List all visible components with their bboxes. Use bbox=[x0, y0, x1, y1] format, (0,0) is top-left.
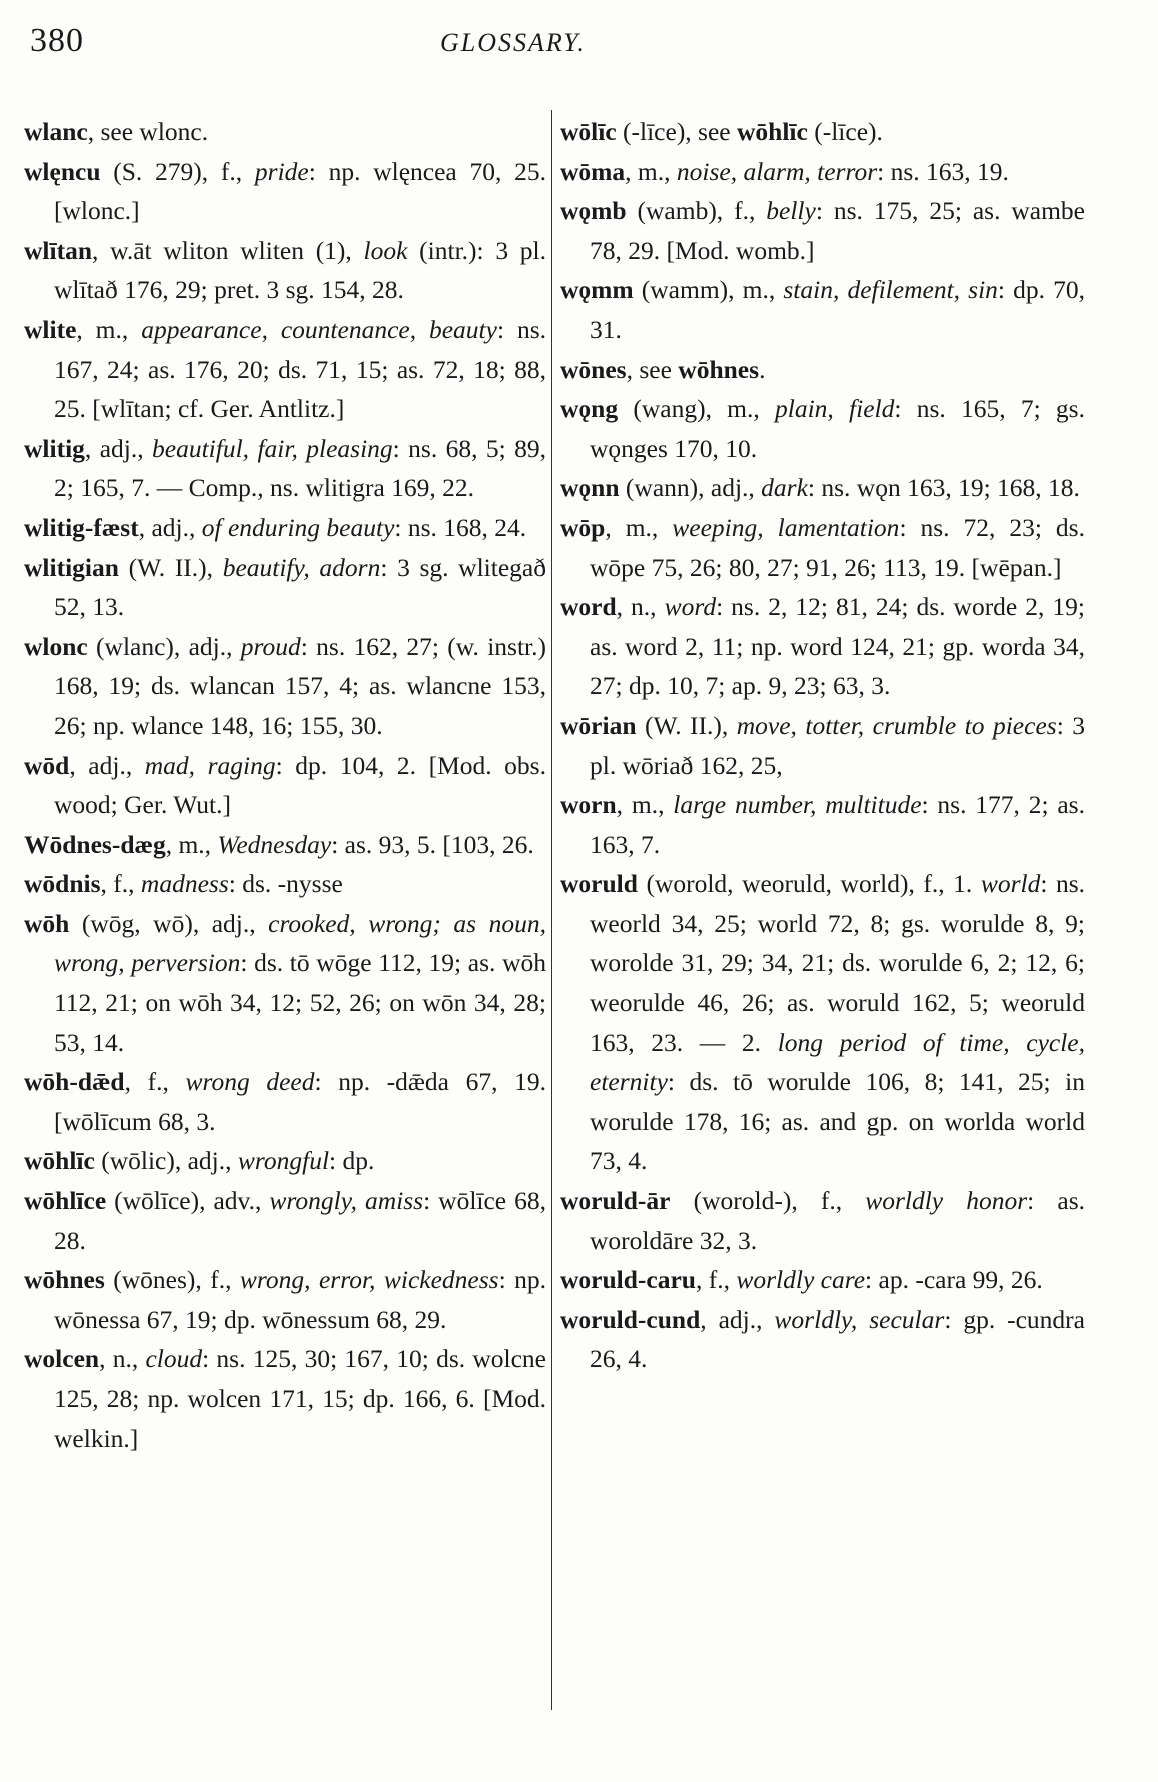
entry-grammar: , see bbox=[626, 354, 679, 384]
headword: wǫmm bbox=[560, 275, 634, 305]
entry-grammar: , n., bbox=[99, 1344, 146, 1374]
entry-grammar: , m., bbox=[616, 790, 674, 820]
entry-citations: : 3 pl. wōriað 162, 25, bbox=[590, 710, 1085, 780]
entry-grammar: (S. 279), f., bbox=[100, 156, 255, 186]
running-title: GLOSSARY. bbox=[440, 28, 586, 57]
headword: Wōdnes-dæg bbox=[24, 829, 166, 859]
cross-reference: wōhnes bbox=[678, 354, 760, 384]
headword: woruld-cund bbox=[560, 1304, 701, 1334]
glossary-entry bbox=[560, 785, 1085, 864]
glossary-entry bbox=[24, 152, 546, 231]
definition: wrong, error, wickedness bbox=[239, 1265, 499, 1295]
headword: wlitig-fæst bbox=[24, 512, 139, 542]
entry-grammar: , m., bbox=[625, 156, 677, 186]
headword: word bbox=[560, 592, 617, 622]
entry-citations: (intr.): 3 pl. wlītað 176, 29; pret. 3 sg. 154, 28. bbox=[54, 235, 546, 305]
glossary-entry bbox=[560, 389, 1085, 468]
headword: wolcen bbox=[24, 1344, 100, 1374]
entry-citations: : ns. 2, 12; 81, 24; ds. worde 2, 19; as. word 2, 11; np. word 124, 21; gp. worda 34, 27; dp. 10, 7; ap. 9, 23; 63, 3. bbox=[590, 592, 1085, 701]
definition: cloud bbox=[145, 1344, 203, 1374]
column-divider bbox=[551, 110, 552, 1710]
glossary-entry bbox=[560, 152, 1085, 192]
headword: wlęncu bbox=[24, 156, 101, 186]
entry-grammar: (wlanc), adj., bbox=[87, 631, 241, 661]
definition: crooked, wrong; as noun, wrong, perversion bbox=[54, 908, 546, 978]
headword: wōh bbox=[24, 908, 70, 938]
entry-citations: : ns. 72, 23; ds. wōpe 75, 26; 80, 27; 91, 26; 113, 19. [wēpan.] bbox=[590, 512, 1085, 582]
headword: wōdnis bbox=[24, 869, 101, 899]
entry-citations: : dp. 70, 31. bbox=[590, 275, 1085, 344]
entry-citations: : dp. 104, 2. [Mod. obs. wood; Ger. Wut.] bbox=[54, 750, 546, 820]
entry-text: , see wlonc. bbox=[87, 117, 209, 146]
definition: plain, field bbox=[775, 394, 895, 424]
entry-citations: : as. 93, 5. [103, 26. bbox=[331, 829, 534, 859]
glossary-entry bbox=[560, 864, 1085, 1181]
headword: wōp bbox=[560, 512, 606, 542]
glossary-entry bbox=[24, 310, 546, 429]
glossary-entry bbox=[560, 468, 1085, 508]
entry-grammar: , w.āt wliton wliten (1), bbox=[92, 235, 364, 265]
headword: wlonc bbox=[24, 631, 88, 661]
definition: mad, raging bbox=[144, 750, 276, 780]
headword: wōh-dǣd bbox=[24, 1067, 125, 1097]
headword: wōhlīc bbox=[24, 1146, 95, 1176]
definition: noise, alarm, terror bbox=[676, 156, 878, 186]
entry-grammar: (wang), m., bbox=[618, 394, 776, 424]
entry-grammar: , m., bbox=[76, 314, 142, 344]
definition: beautify, adorn bbox=[222, 552, 381, 582]
entry-citations: : gp. -cundra 26, 4. bbox=[590, 1304, 1085, 1374]
definition: dark bbox=[761, 473, 808, 503]
entry-citations: : np. -dǣda 67, 19. [wōlīcum 68, 3. bbox=[54, 1067, 546, 1136]
glossary-entry bbox=[24, 112, 546, 152]
headword: wǫng bbox=[560, 394, 619, 424]
glossary-entry bbox=[24, 1141, 546, 1181]
definition: look bbox=[363, 235, 408, 265]
headword: wlītan bbox=[24, 235, 93, 265]
glossary-entry bbox=[24, 548, 546, 627]
entry-citations: : ns. 125, 30; 167, 10; ds. wolcne 125, 28; np. wolcen 171, 15; dp. 166, 6. [Mod. welkin.] bbox=[54, 1344, 546, 1453]
entry-grammar: (wamm), m., bbox=[633, 275, 784, 305]
definition: move, totter, crumble to pieces bbox=[736, 710, 1057, 740]
headword: wōd bbox=[24, 750, 70, 780]
definition: long period of time, cycle, eternity bbox=[590, 1027, 1085, 1097]
entry-citations: : ns. wǫn 163, 19; 168, 18. bbox=[807, 473, 1080, 503]
glossary-entry bbox=[24, 1062, 546, 1141]
glossary-entry bbox=[560, 508, 1085, 587]
entry-grammar: , f., bbox=[100, 869, 141, 899]
entry-grammar: (wann), adj., bbox=[619, 473, 762, 503]
glossary-entry bbox=[24, 508, 546, 548]
glossary-entry bbox=[24, 864, 546, 904]
entry-citations: : ns. 68, 5; 89, 2; 165, 7. — Comp., ns. wlitigra 169, 22. bbox=[54, 433, 547, 503]
entry-grammar: (wamb), f., bbox=[626, 196, 767, 226]
entry-citations: : ns. 175, 25; as. wambe 78, 29. [Mod. womb.] bbox=[590, 196, 1085, 265]
entry-grammar: , f., bbox=[696, 1265, 737, 1295]
glossary-entry bbox=[24, 627, 546, 746]
entry-citations: : ds. tō worulde 106, 8; 141, 25; in worulde 178, 16; as. and gp. on worlda world 73, 4. bbox=[590, 1067, 1085, 1176]
headword: wlite bbox=[24, 314, 77, 344]
entry-grammar: (wōlīce), adv., bbox=[106, 1186, 270, 1216]
glossary-entry bbox=[24, 746, 546, 825]
entry-citations: : wōlīce 68, 28. bbox=[54, 1186, 546, 1255]
headword: wōrian bbox=[560, 710, 637, 740]
right-column bbox=[560, 112, 1085, 1379]
definition: belly bbox=[766, 196, 816, 226]
entry-citations: : as. woroldāre 32, 3. bbox=[590, 1186, 1085, 1255]
glossary-entry bbox=[24, 825, 546, 865]
entry-citations: : ds. -nysse bbox=[228, 869, 343, 899]
headword: woruld bbox=[560, 869, 638, 899]
glossary-entry bbox=[560, 112, 1085, 152]
entry-grammar: , adj., bbox=[138, 512, 202, 542]
definition: large number, multitude bbox=[673, 790, 922, 820]
headword: worn bbox=[560, 790, 617, 820]
glossary-entry bbox=[560, 587, 1085, 706]
glossary-entry bbox=[560, 1260, 1085, 1300]
definition: wrong deed bbox=[185, 1067, 315, 1097]
glossary-entry bbox=[560, 191, 1085, 270]
headword: wōma bbox=[560, 156, 626, 186]
entry-grammar: , n., bbox=[616, 592, 665, 622]
entry-grammar: , f., bbox=[124, 1067, 186, 1097]
headword: wlanc bbox=[24, 117, 88, 146]
definition: Wednesday bbox=[217, 829, 332, 859]
glossary-entry bbox=[560, 706, 1085, 785]
headword: wōnes bbox=[560, 354, 627, 384]
definition: beautiful, fair, pleasing bbox=[152, 433, 393, 463]
definition: wrongly, amiss bbox=[269, 1186, 424, 1216]
headword: wǫnn bbox=[560, 473, 620, 503]
definition: word bbox=[664, 592, 717, 622]
headword: woruld-ār bbox=[560, 1186, 671, 1216]
glossary-entry bbox=[24, 1339, 546, 1458]
entry-citations: : ap. -cara 99, 26. bbox=[865, 1265, 1043, 1295]
cross-reference: wōhlīc bbox=[737, 117, 808, 146]
entry-citations: : ds. tō wōge 112, 19; as. wōh 112, 21; on wōh 34, 12; 52, 26; on wōn 34, 28; 53, 14. bbox=[54, 948, 547, 1057]
entry-citations: : ns. weorld 34, 25; world 72, 8; gs. worulde 8, 9; worolde 31, 29; 34, 21; ds. worulde 6, 2; 12, 6; weorulde 46, 26; as. woruld 162, 5; weoruld 163, 23. — 2. bbox=[590, 869, 1085, 1057]
entry-grammar: (worold-), f., bbox=[670, 1186, 866, 1216]
entry-grammar: (wōnes), f., bbox=[104, 1265, 240, 1295]
glossary-entry bbox=[24, 231, 546, 310]
glossary-entry bbox=[560, 270, 1085, 349]
headword: wōhlīce bbox=[24, 1186, 107, 1216]
entry-grammar: , adj., bbox=[69, 750, 145, 780]
entry-citations: : dp. bbox=[329, 1146, 375, 1176]
definition: appearance, countenance, beauty bbox=[141, 314, 497, 344]
headword: wǫmb bbox=[560, 196, 627, 226]
definition: madness bbox=[140, 869, 229, 899]
entry-grammar: (W. II.), bbox=[636, 710, 737, 740]
definition: world bbox=[980, 869, 1041, 899]
headword: wlitigian bbox=[24, 552, 119, 582]
entry-grammar: , m., bbox=[165, 829, 218, 859]
definition: worldly care bbox=[736, 1265, 866, 1295]
headword: wōlīc bbox=[560, 117, 617, 146]
entry-citations: : np. wlęncea 70, 25. [wlonc.] bbox=[54, 156, 546, 226]
entry-citations: : 3 sg. wlitegað 52, 13. bbox=[54, 552, 546, 622]
entry-citations: . bbox=[759, 354, 766, 384]
entry-grammar: (wōg, wō), adj., bbox=[69, 908, 269, 938]
glossary-entry bbox=[24, 1260, 546, 1339]
definition: worldly, secular bbox=[774, 1304, 945, 1334]
entry-citations: : ns. 162, 27; (w. instr.) 168, 19; ds. wlancan 157, 4; as. wlancne 153, 26; np. wlance 148, 16; 155, 30. bbox=[54, 631, 546, 740]
definition: weeping, lamentation bbox=[672, 512, 900, 542]
left-column bbox=[24, 112, 546, 1458]
page-number: 380 bbox=[30, 22, 84, 59]
entry-grammar: , adj., bbox=[700, 1304, 775, 1334]
entry-citations: : ns. 167, 24; as. 176, 20; ds. 71, 15; as. 72, 18; 88, 25. [wlītan; cf. Ger. Antlitz.] bbox=[54, 314, 546, 424]
glossary-entry bbox=[24, 1181, 546, 1260]
entry-citations: : np. wōnessa 67, 19; dp. wōnessum 68, 29. bbox=[54, 1265, 546, 1334]
definition: proud bbox=[240, 631, 301, 661]
entry-citations: : ns. 168, 24. bbox=[394, 512, 527, 542]
entry-citations: : ns. 163, 19. bbox=[877, 156, 1009, 186]
definition: wrongful bbox=[237, 1146, 330, 1176]
entry-grammar: (W. II.), bbox=[118, 552, 223, 582]
entry-citations: : ns. 165, 7; gs. wǫnges 170, 10. bbox=[590, 394, 1085, 463]
headword: woruld-caru bbox=[560, 1265, 696, 1295]
glossary-entry bbox=[560, 350, 1085, 390]
definition: stain, defilement, sin bbox=[783, 275, 998, 305]
glossary-entry bbox=[560, 1300, 1085, 1379]
glossary-entry bbox=[24, 904, 546, 1062]
entry-citations: : ns. 177, 2; as. 163, 7. bbox=[590, 790, 1085, 859]
headword: wlitig bbox=[24, 433, 85, 463]
entry-citations: (-līce). bbox=[807, 117, 883, 146]
definition: pride bbox=[254, 156, 309, 186]
entry-grammar: , adj., bbox=[84, 433, 153, 463]
glossary-entry bbox=[24, 429, 546, 508]
entry-grammar: (wōlic), adj., bbox=[94, 1146, 238, 1176]
definition: of enduring beauty bbox=[201, 512, 395, 542]
headword: wōhnes bbox=[24, 1265, 105, 1295]
definition: worldly honor bbox=[865, 1186, 1028, 1216]
entry-grammar: (-līce), see bbox=[616, 117, 737, 146]
entry-grammar: , m., bbox=[605, 512, 673, 542]
entry-grammar: (worold, weoruld, world), f., 1. bbox=[637, 869, 981, 899]
glossary-entry bbox=[560, 1181, 1085, 1260]
